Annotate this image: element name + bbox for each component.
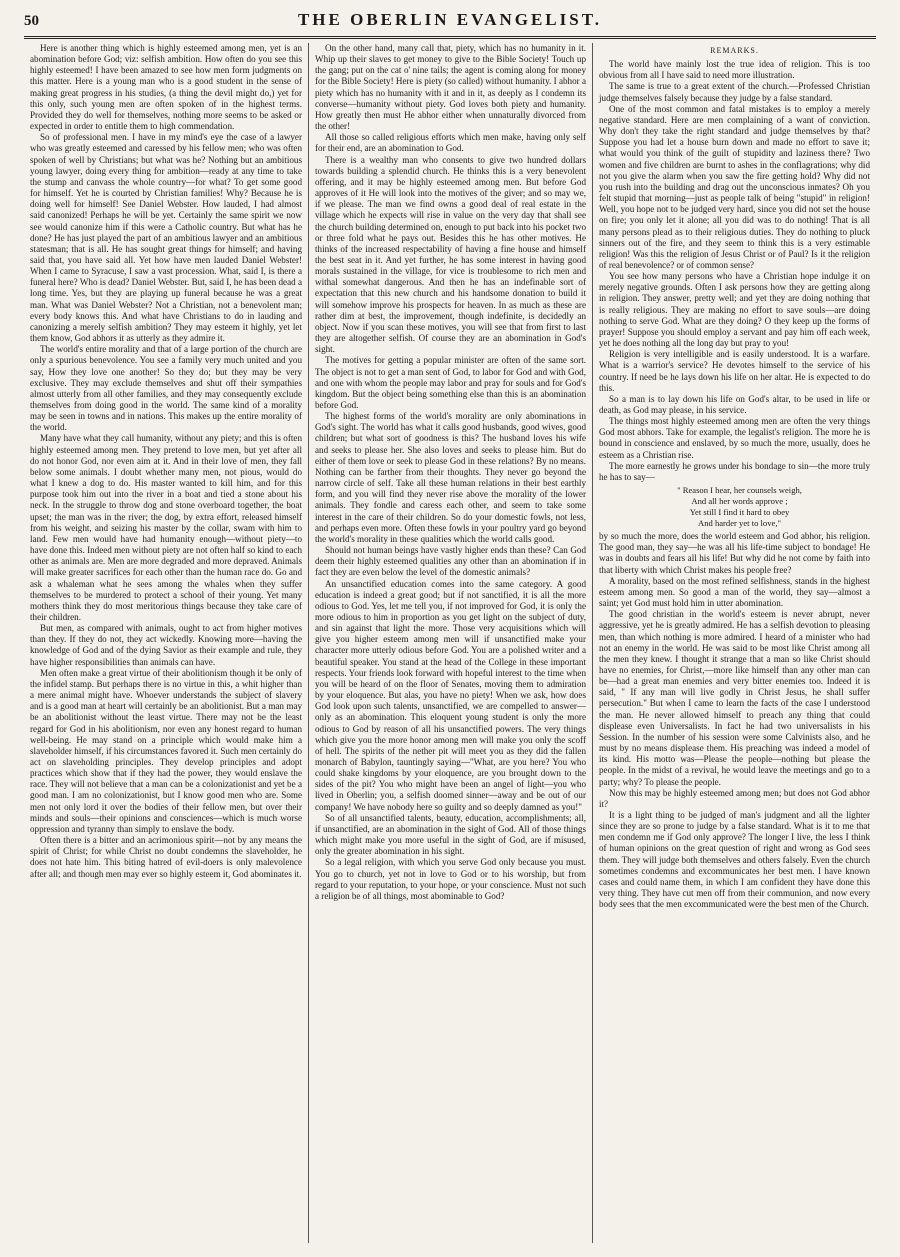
paragraph: Many have what they call humanity, without any piety; and this is often highly esteemed among men. They pretend to love men, but yet after all do not honor God, nor even aim at it. And in their love of men, they fall below some animals. I doubt whether many men, not pious, would do what I knew a dog to do. His master wanted to kill him, and for this purpose took him out into the river in a boat and tied a stone about his neck. In the struggle to throw dog and stone overboard together, the boat upset; the man was in the river; the dog, by extra effort, released himself from his weight, and seizing his master by the collar, swam with him to land. Few men would have had humanity enough—without piety—to have done this. Indeed men without piety are not often half so kind to each other as animals are. Men are more degraded and more depraved. Animals will make greater sacrifices for each other than the human race do. Go and ask a whaleman what he sees among the whales when they suffer themselves to be murdered to protect a school of their young. Yet many mothers think they do most meritorious things because they take care of their children. bbox=[30, 433, 302, 622]
paragraph: by so much the more, does the world esteem and God abhor, his religion. The good man, they say—he was all his life-time subject to bondage! He was in doubts and fears all his life! But why did he not come by faith into that liberty with which Christ makes his people free? bbox=[599, 531, 870, 575]
paragraph: The world's entire morality and that of a large portion of the church are only a spurious benevolence. You see a family very much united and you say, How they love one another! So they do; but they may be very exclusive. They may exclude themselves and shut off their sympathies almost utterly from all other families, and they may consequently exclude themselves from doing good in the world. The same kind of a morality may be seen in towns and in nations. This makes up the entire morality of the world. bbox=[30, 344, 302, 433]
paragraph: An unsanctified education comes into the same category. A good education is indeed a great good; but if not sanctified, it is all the more odious to God. Yes, let me tell you, if not improved for God, it is only the more odious to him in proportion as you get light on the subject of duty, and sin against that light the more. Those very acquisitions which will give you higher esteem among men will if unsanctified make your character more utterly odious before God. You are a polished writer and a beautiful speaker. You stand at the head of the College in these important respects. Your friends look forward with hopeful interest to the time when you will be heard of on the floor of Senates, moving them to admiration by your eloquence. But alas, you have no piety! When we ask, how does God look upon such talents, unsanctified, we are compelled to answer—only as an abomination. This eloquent young student is only the more odious to God by reason of all his unsanctified powers. The very things which give you the more honor among men will make you only the scoff of hell. The spirits of the nether pit will meet you as they did the fallen monarch of Babylon, tauntingly saying—"What, are you here? You who could shake kingdoms by your eloquence, are you brought down to the sides of the pit? You who might have been an angel of light—you who lived in Oberlin; you, a selfish doomed sinner—away and be out of our company! We have nobody here so guilty and so deeply damned as you!" bbox=[315, 578, 586, 812]
paragraph: Men often make a great virtue of their abolitionism though it be only of the infidel stamp. But perhaps there is no virtue in this, a whit higher than a mere animal might have. Whoever understands the subject of slavery and is a good man at heart will certainly be an abolitionist. But a man may be an abolitionist without the least virtue. There may not be the least regard for God in his abolitionism, nor even any honest regard to human well-being. He may stand on a principle which would make him a slaveholder himself, if his circumstances favored it. Such men certainly do act on slaveholding principles. They develop principles and adopt practices which show that if they had the power, they would enslave the race. They will not believe that a man can be a colonizationist and yet be a good man. I am no colonizationist, but I know good men who are. Some men not only lord it over the bodies of their fellow men, but over their minds and souls—their opinions and consciences—which is much worse oppression and tyranny than simply to enslave the body. bbox=[30, 667, 302, 834]
verse-line: And all her words approve ; bbox=[691, 496, 788, 507]
paragraph: One of the most common and fatal mistakes is to employ a merely negative standard. Here are men complaining of a want of conviction. Why don't they take the right standard and judge themselves by that? Suppose you had let a house burn down and made no effort to save it; what would you think of the guilt of stupidity and laziness there? Two women and five children are burnt to ashes in the conflagrations; why did not you give the alarm when you saw the fire getting hold? Why did not you rush into the building and drag out the unconscious inmates? Oh you felt stupid that morning—just as people talk of being "stupid" in religion! Well, you hope not to be judged very hard, since you did not set the house on fire; you only let it alone; all you did was to do nothing! That is all many persons plead as to their religious duties. They do nothing to pluck sinners out of the fire, and they seem to think this is a very estimable religion! Was this the religion of Jesus Christ or of Paul? Is it the religion of real benevolence? or of common sense? bbox=[599, 103, 870, 270]
paragraph: Often there is a bitter and an acrimonious spirit—not by any means the spirit of Christ; for while Christ no doubt condemns the slaveholder, he does not hate him. This biting hatred of evil-doers is only malevolence after all; and though men may ever so highly esteem it, God abominates it. bbox=[30, 835, 302, 879]
page-number: 50 bbox=[24, 13, 39, 29]
verse-line: Yet still I find it hard to obey bbox=[689, 507, 790, 518]
article-columns bbox=[24, 43, 876, 1243]
column-3 bbox=[592, 43, 876, 1243]
paragraph: Now this may be highly esteemed among men; but does not God abhor it? bbox=[599, 787, 870, 809]
column-2 bbox=[308, 43, 592, 1243]
remarks-body-top bbox=[599, 59, 870, 483]
verse-line: " Reason I hear, her counsels weigh, bbox=[677, 485, 802, 496]
journal-title: THE OBERLIN EVANGELIST. bbox=[297, 10, 603, 29]
paragraph: The same is true to a great extent of the church.—Professed Christian judge themselves falsely because they judge by a false standard. bbox=[599, 81, 870, 103]
hymn-verse bbox=[599, 485, 870, 529]
paragraph: The highest forms of the world's morality are only abominations in God's sight. The world has what it calls good husbands, good wives, good children; but what sort of goodness is this? The husband loves his wife and seeks to please her. She also loves and seeks to please him. But do either of them love or seek to please God in these relations? By no means. Nothing can be farther from their thoughts. They never go beyond the narrow circle of self. Take all these human relations in their best earthly form, and you will find they never rise above the morality of the lower animals. They fondle and caress each other, and seem to take some interest in the care of their children. So do your domestic fowls, not less, and perhaps even more. Often these fowls in your poultry yard go beyond the world's morality in these qualities which the world calls good. bbox=[315, 411, 586, 544]
paragraph: So a legal religion, with which you serve God only because you must. You go to church, yet not in love to God or to his worship, but from regard to your reputation, to your hope, or your conscience. Must not such a religion be of all things, most abominable to God? bbox=[315, 857, 586, 901]
paragraph: The world have mainly lost the true idea of religion. This is too obvious from all I have said to need more illustration. bbox=[599, 59, 870, 81]
paragraph: You see how many persons who have a Christian hope indulge it on merely negative grounds. Often I ask persons how they are getting along in religion. They answer, pretty well; and yet they are doing nothing that is really religious. They are making no effort to save souls—are doing nothing to serve God. What are they doing? O they keep up the forms of prayer! Suppose you should employ a servant and pay him off each week, yet he does nothing all the long day but pray to you! bbox=[599, 271, 870, 349]
paragraph: On the other hand, many call that, piety, which has no humanity in it. Whip up their slaves to get money to give to the Bible Society! Touch up the gang; put on the cat o' nine tails; the agent is coming along for money for the Bible Society! Here is piety (so called) without humanity. I abhor a piety which has no humanity with it and in it, as deeply as I condemn its converse—humanity without piety. God loves both piety and humanity. How greatly then must He abhor either when unnaturally divorced from the other! bbox=[315, 43, 586, 132]
paragraph: The good christian in the world's esteem is never abrupt, never aggressive, yet he is greatly admired. He has a selfish devotion to pleasing men, than which nothing is more admired. I heard of a minister who had not an enemy in the world. He was said to be most like Christ among all the men they knew. I thought it strange that a man so like Christ should have no enemies, for Christ,—more like himself than any other man can be—had a great man enemies and very bitter enemies too. Indeed it is said, " If any man will live godly in Christ Jesus, he shall suffer persecution." But when I came to learn the facts of the case I understood the man. He never allowed himself to preach any thing that could displease even Universalists. In fact he had two universalists in his Session. In the number of his session were some Calvinists also, and he must by no means displease them. His preaching was indeed a model of its kind. His motto was—Please the people—nothing but please the people. In the midst of a revival, he would leave the meetings and go to a party; why? To please the people. bbox=[599, 609, 870, 787]
paragraph: Here is another thing which is highly esteemed among men, yet is an abomination before God; viz: selfish ambition. How often do you see this highly esteemed! I have been amazed to see how men form judgments on this matter. Here is a young man who is a good student in the sense of making great progress in his studies, (a thing the devil might do,) yet for this only, such young men are often spoken of in the highest terms. Provided they do well for themselves, nothing more seems to be asked or expected in order to entitle them to high commendation. bbox=[30, 43, 302, 132]
paragraph: There is a wealthy man who consents to give two hundred dollars towards building a splendid church. He thinks this is a very benevolent offering, and it may be highly esteemed among men. But before God approves of it He will look into the motives of the giver; and so may we, if we please. The man we find owns a good deal of real estate in the village which he expects will rise in value on the very day that shall see the church building determined on, enough to put back into his pocket two or three fold what he pays out. Besides this he has other motives. He thinks of the increased respectability of having a fine house and himself the best seat in it. And yet further, he has some interest in having good morals sustained in the village, for vice is troublesome to rich men and withal somewhat dangerous. And then he has an indefinable sort of expectation that this new church and his handsome donation to build it will somehow improve his prospects for heaven. In as much as these are rather dim at best, the improvement, though indefinite, is decidedly an object. Now if you scan these motives, you will see that from first to last they are altogether selfish. Of course they are an abomination in God's sight. bbox=[315, 154, 586, 355]
paragraph: So of professional men. I have in my mind's eye the case of a lawyer who was greatly esteemed and caressed by his fellow men; who was often spoken of well by Christians; but what was he? Nothing but an ambitious young lawyer, doing every thing for ambition—ready at any time to take the stump and canvass the whole country—for what? To get some good for himself. Yet he is courted by Christian families! Why? Because he is doing well for himself! See Daniel Webster. How lauded, I had almost said canonized! Perhaps he will be yet. Certainly the same spirit we now see would canonize him if this were a Catholic country. But what has he done? He has just played the part of an ambitious lawyer and an ambitious statesman; that is all. He has sought great things for himself; and having said that, you have said all. Yet how have men lauded Daniel Webster! When I came to Syracuse, I saw a vast procession. What, said I, is there a funeral here? Who is dead? Daniel Webster. But, said I, he has been dead a long time. Yes, but they are playing up funeral because he was a great man. What was Daniel Webster? Not a Christian, not a benevolent man; every body knows this. And what have Christians to do in lauding and canonizing a merely selfish ambition? They may esteem it highly, yet let them know, God abhors it as utterly as they admire it. bbox=[30, 132, 302, 344]
paragraph: The more earnestly he grows under his bondage to sin—the more truly he has to say— bbox=[599, 460, 870, 482]
paragraph: All those so called religious efforts which men make, having only self for their end, are an abomination to God. bbox=[315, 132, 586, 154]
paragraph: So of all unsanctified talents, beauty, education, accomplishments; all, if unsanctified, are an abomination in the sight of God. All of those things which might make you more useful in the sight of God, are if misused, only the greater abomination in his sight. bbox=[315, 812, 586, 857]
paragraph: So a man is to lay down his life on God's altar, to be used in life or death, as God may please, in his service. bbox=[599, 393, 870, 415]
paragraph: The motives for getting a popular minister are often of the same sort. The object is not to get a man sent of God, to labor for God and with God, and one with whom the people may labor and pray for souls and for God's kingdom. But the object being something else than this is an abomination before God. bbox=[315, 355, 586, 410]
paragraph: A morality, based on the most refined selfishness, stands in the highest esteem among men. So good a man of the world, they say—almost a saint; yet God must hold him in utter abomination. bbox=[599, 575, 870, 609]
paragraph: Religion is very intelligible and is easily understood. It is a warfare. What is a warrior's service? He devotes himself to the service of his country. If need be he lays down his life on her altar. He is expected to do this. bbox=[599, 349, 870, 393]
paragraph: The things most highly esteemed among men are often the very things God most abhors. Take for example, the legalist's religion. The more he is bound in conscience and enslaved, by so much the more, usually, does he esteem as a Christian rise. bbox=[599, 416, 870, 460]
paragraph: But men, as compared with animals, ought to act from higher motives than they. If they do not, they act wickedly. Knowing more—having the knowledge of God and of the dying Savior as their example and rule, they have higher responsibilities than animals can have. bbox=[30, 623, 302, 667]
verse-line: And harder yet to love," bbox=[698, 518, 781, 529]
column-1 bbox=[24, 43, 308, 1243]
masthead bbox=[24, 10, 876, 39]
paragraph: It is a light thing to be judged of man's judgment and all the lighter since they are so prone to judge by a false standard. What is it to me that men condemn me if God only approve? The longer I live, the less I think of human opinions on the great question of right and wrong as God sees them. They will judge both themselves and others falsely. Even the church sometimes condemns and excommunicates her best men. I have known cases and could name them, in which I am confident they have done this very thing. They have cut men off from their communion, and now every body sees that the men excommunicated were the best men of the Church. bbox=[599, 810, 870, 910]
remarks-heading: REMARKS. bbox=[710, 46, 759, 55]
remarks-body-bottom bbox=[599, 531, 870, 910]
paragraph: Should not human beings have vastly higher ends than these? Can God deem their highly esteemed qualities any other than an abomination if in fact they are even below the level of the domestic animals? bbox=[315, 545, 586, 578]
